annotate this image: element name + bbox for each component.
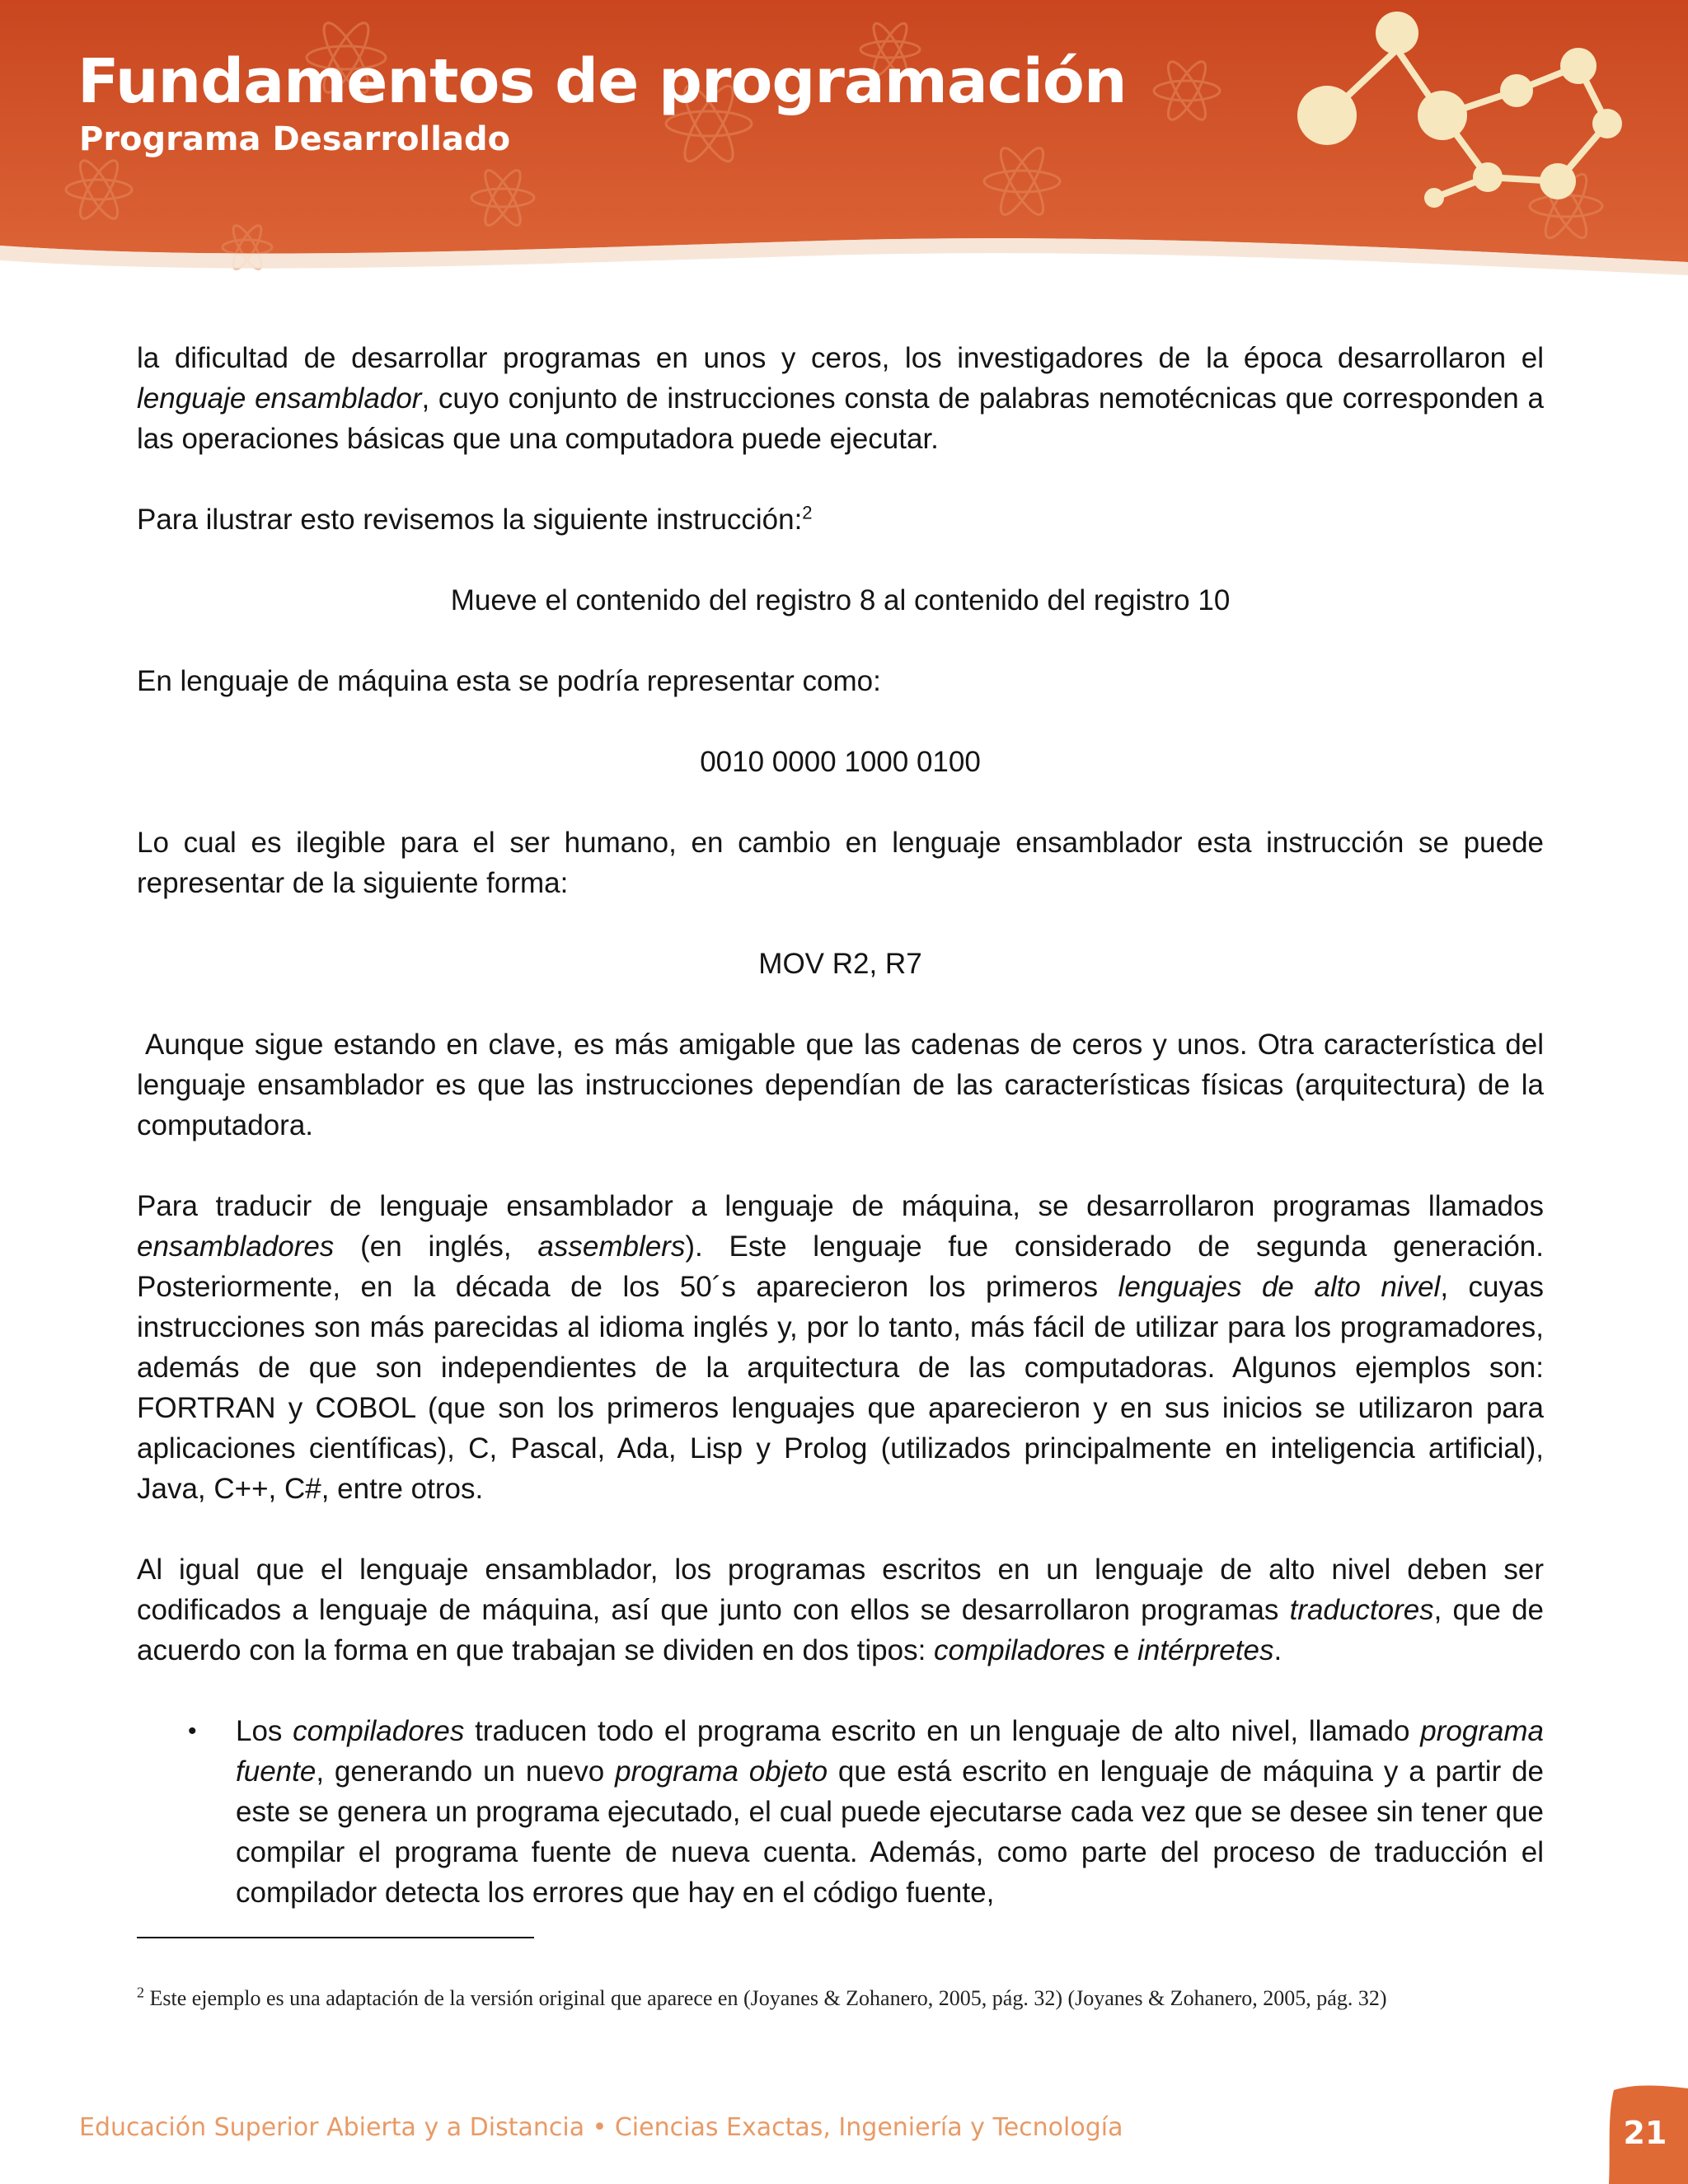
assembly-example: MOV R2, R7 — [758, 948, 922, 980]
page-number: 21 — [1623, 2115, 1667, 2151]
footnote-ref[interactable]: 2 — [802, 502, 813, 523]
molecule-icon — [1269, 0, 1665, 247]
paragraph: Para traducir de lenguaje ensamblador a lenguaje de máquina, se desarrollaron programas llamados ensambladores (en inglés, assemblers). Este lenguaje fue considerado de segunda generación. Posteriormente, en la década de los 50´s aparecieron los primeros lenguajes de alto nivel, cuyas instrucciones son más parecidas al idioma inglés y, por lo tanto, más fácil de utilizar para los programadores, además de que son independientes de la arquitectura de las computadoras. Algunos ejemplos son: FORTRAN y COBOL (que son los primeros lenguajes que aparecieron y en sus inicios se utilizaron para aplicaciones científicas), C, Pascal, Ada, Lisp y Prolog (utilizados principalmente en inteligencia artificial), Java, C++, C#, entre otros. — [137, 1190, 1544, 1505]
machine-code-example: 0010 0000 1000 0100 — [700, 746, 981, 778]
bullet-list — [137, 1711, 1544, 1913]
footnote-text: Este ejemplo es una adaptación de la versión original que aparece en (Joyanes & Zohanero, 2005, pág. 32) (Joyanes & Zohanero, 2005, pág. 32) — [144, 1986, 1387, 2010]
paragraph: la dificultad de desarrollar programas en unos y ceros, los investigadores de la época desarrollaron el lenguaje ensamblador, cuyo conjunto de instrucciones consta de palabras nemotécnicas que corresponden a las operaciones básicas que una computadora puede ejecutar. — [137, 342, 1544, 455]
paragraph: Para ilustrar esto revisemos la siguiente instrucción:$^2$ — [137, 502, 813, 536]
document-title: Fundamentos de programación — [77, 46, 1127, 117]
footnote — [137, 1986, 1579, 2011]
footer-text: Educación Superior Abierta y a Distancia • Ciencias Exactas, Ingeniería y Tecnología — [79, 2113, 1123, 2142]
header-banner — [0, 0, 1688, 297]
bullet-icon: • — [188, 1718, 197, 1745]
footnote-number: 2 — [137, 1984, 144, 2001]
main-content — [137, 338, 1544, 1913]
footnote-divider — [137, 1937, 534, 1938]
paragraph: Al igual que el lenguaje ensamblador, los programas escritos en un lenguaje de alto nivel deben ser codificados a lenguaje de máquina, así que junto con ellos se desarrollaron programas traductores, que de acuerdo con la forma en que trabajan se dividen en dos tipos: compiladores e intérpretes. — [137, 1554, 1545, 1666]
paragraph: Lo cual es ilegible para el ser humano, en cambio en lenguaje ensamblador esta instrucción se puede representar de la siguiente forma: — [137, 827, 1544, 899]
example-instruction: Mueve el contenido del registro 8 al contenido del registro 10 — [450, 584, 1231, 616]
paragraph: En lenguaje de máquina esta se podría representar como: — [137, 665, 881, 697]
paragraph: Aunque sigue estando en clave, es más amigable que las cadenas de ceros y unos. Otra característica del lenguaje ensamblador es que las instrucciones dependían de las características físicas (arquitectura) de la computadora. — [137, 1029, 1544, 1141]
list-item: • Los compiladores traducen todo el programa escrito en un lenguaje de alto nivel, llamado programa fuente, generando un nuevo programa objeto que está escrito en lenguaje de máquina y a partir de este se genera un programa ejecutado, el cual puede ejecutarse cada vez que se desee sin tener que compilar el programa fuente de nueva cuenta. Además, como parte del proceso de traducción el compilador detecta los errores que hay en el código fuente, — [137, 1711, 1544, 1913]
document-subtitle: Programa Desarrollado — [79, 120, 511, 158]
